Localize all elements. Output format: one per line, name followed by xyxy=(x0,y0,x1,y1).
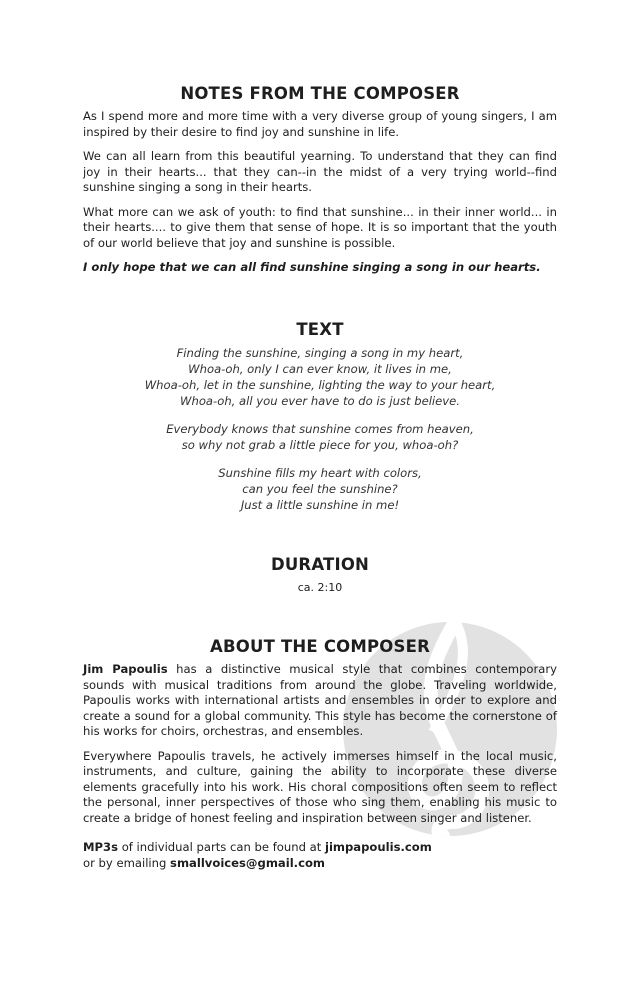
composer-name: Jim Papoulis xyxy=(83,662,168,676)
duration-value: ca. 2:10 xyxy=(297,580,343,594)
about-paragraph xyxy=(83,662,557,740)
lyric-line: Whoa-oh, let in the sunshine, lighting the way to your heart, xyxy=(144,377,496,392)
notes-closing: I only hope that we can all find sunshine singing a song in our hearts. xyxy=(83,260,541,274)
mp3-label: MP3s xyxy=(83,840,119,854)
lyric-stanza xyxy=(83,345,557,409)
about-section xyxy=(83,637,557,871)
lyric-line: Whoa-oh, only I can ever know, it lives in me, xyxy=(188,361,452,376)
website-link[interactable]: jimpapoulis.com xyxy=(324,840,432,854)
notes-section xyxy=(83,84,557,276)
about-heading: ABOUT THE COMPOSER xyxy=(210,637,430,656)
lyric-stanza xyxy=(83,465,557,513)
lyric-line: Finding the sunshine, singing a song in my heart, xyxy=(176,345,464,360)
lyric-line: Sunshine fills my heart with colors, xyxy=(218,465,422,480)
email-link[interactable]: smallvoices@gmail.com xyxy=(170,855,326,870)
lyric-line: so why not grab a little piece for you, whoa-oh? xyxy=(181,437,459,452)
duration-heading: DURATION xyxy=(270,554,370,574)
lyric-line: Just a little sunshine in me! xyxy=(240,497,400,512)
lyric-line: Everybody knows that sunshine comes from heaven, xyxy=(166,421,474,436)
notes-heading: NOTES FROM THE COMPOSER xyxy=(180,84,460,103)
text-section xyxy=(83,320,557,513)
duration-section xyxy=(83,555,557,596)
lyric-line: Whoa-oh, all you ever have to do is just believe. xyxy=(180,393,460,408)
mp3-text: of individual parts can be found at xyxy=(118,840,325,854)
email-text: or by emailing xyxy=(83,855,171,870)
mp3-info xyxy=(83,840,557,871)
lyric-line: can you feel the sunshine? xyxy=(242,481,398,496)
about-paragraph: Everywhere Papoulis travels, he actively immerses himself in the local music, instruments, and culture, gaining the ability to incorporate these diverse elements gracefully into his work. His choral compositions often seem to reflect the personal, inner perspectives of those who sing them, enabling his music to create a bridge of honest feeling and inspiration between singer and listener. xyxy=(83,748,557,825)
notes-paragraph: What more can we ask of youth: to find that sunshine... in their inner world... in their hearts.... to give them that sense of hope. It is so important that the youth of our world believe that joy and sunshine is possible. xyxy=(83,204,557,250)
notes-paragraph: As I spend more and more time with a very diverse group of young singers, I am inspired by their desire to find joy and sunshine in life. xyxy=(83,109,557,139)
notes-paragraph: We can all learn from this beautiful yearning. To understand that they can find joy in their hearts... that they can--in the midst of a very trying world--find sunshine singing a song in their hearts. xyxy=(83,149,557,194)
lyric-stanza xyxy=(83,421,557,453)
text-heading: TEXT xyxy=(296,319,344,339)
about-text: has a distinctive musical style that combines contemporary sounds with musical traditions from around the globe. Traveling worldwide, Papoulis works with international artists and ensembles in order to explore and create a sound for a global community. This style has become the cornerstone of his works for choirs, orchestras, and ensembles. xyxy=(83,662,557,738)
